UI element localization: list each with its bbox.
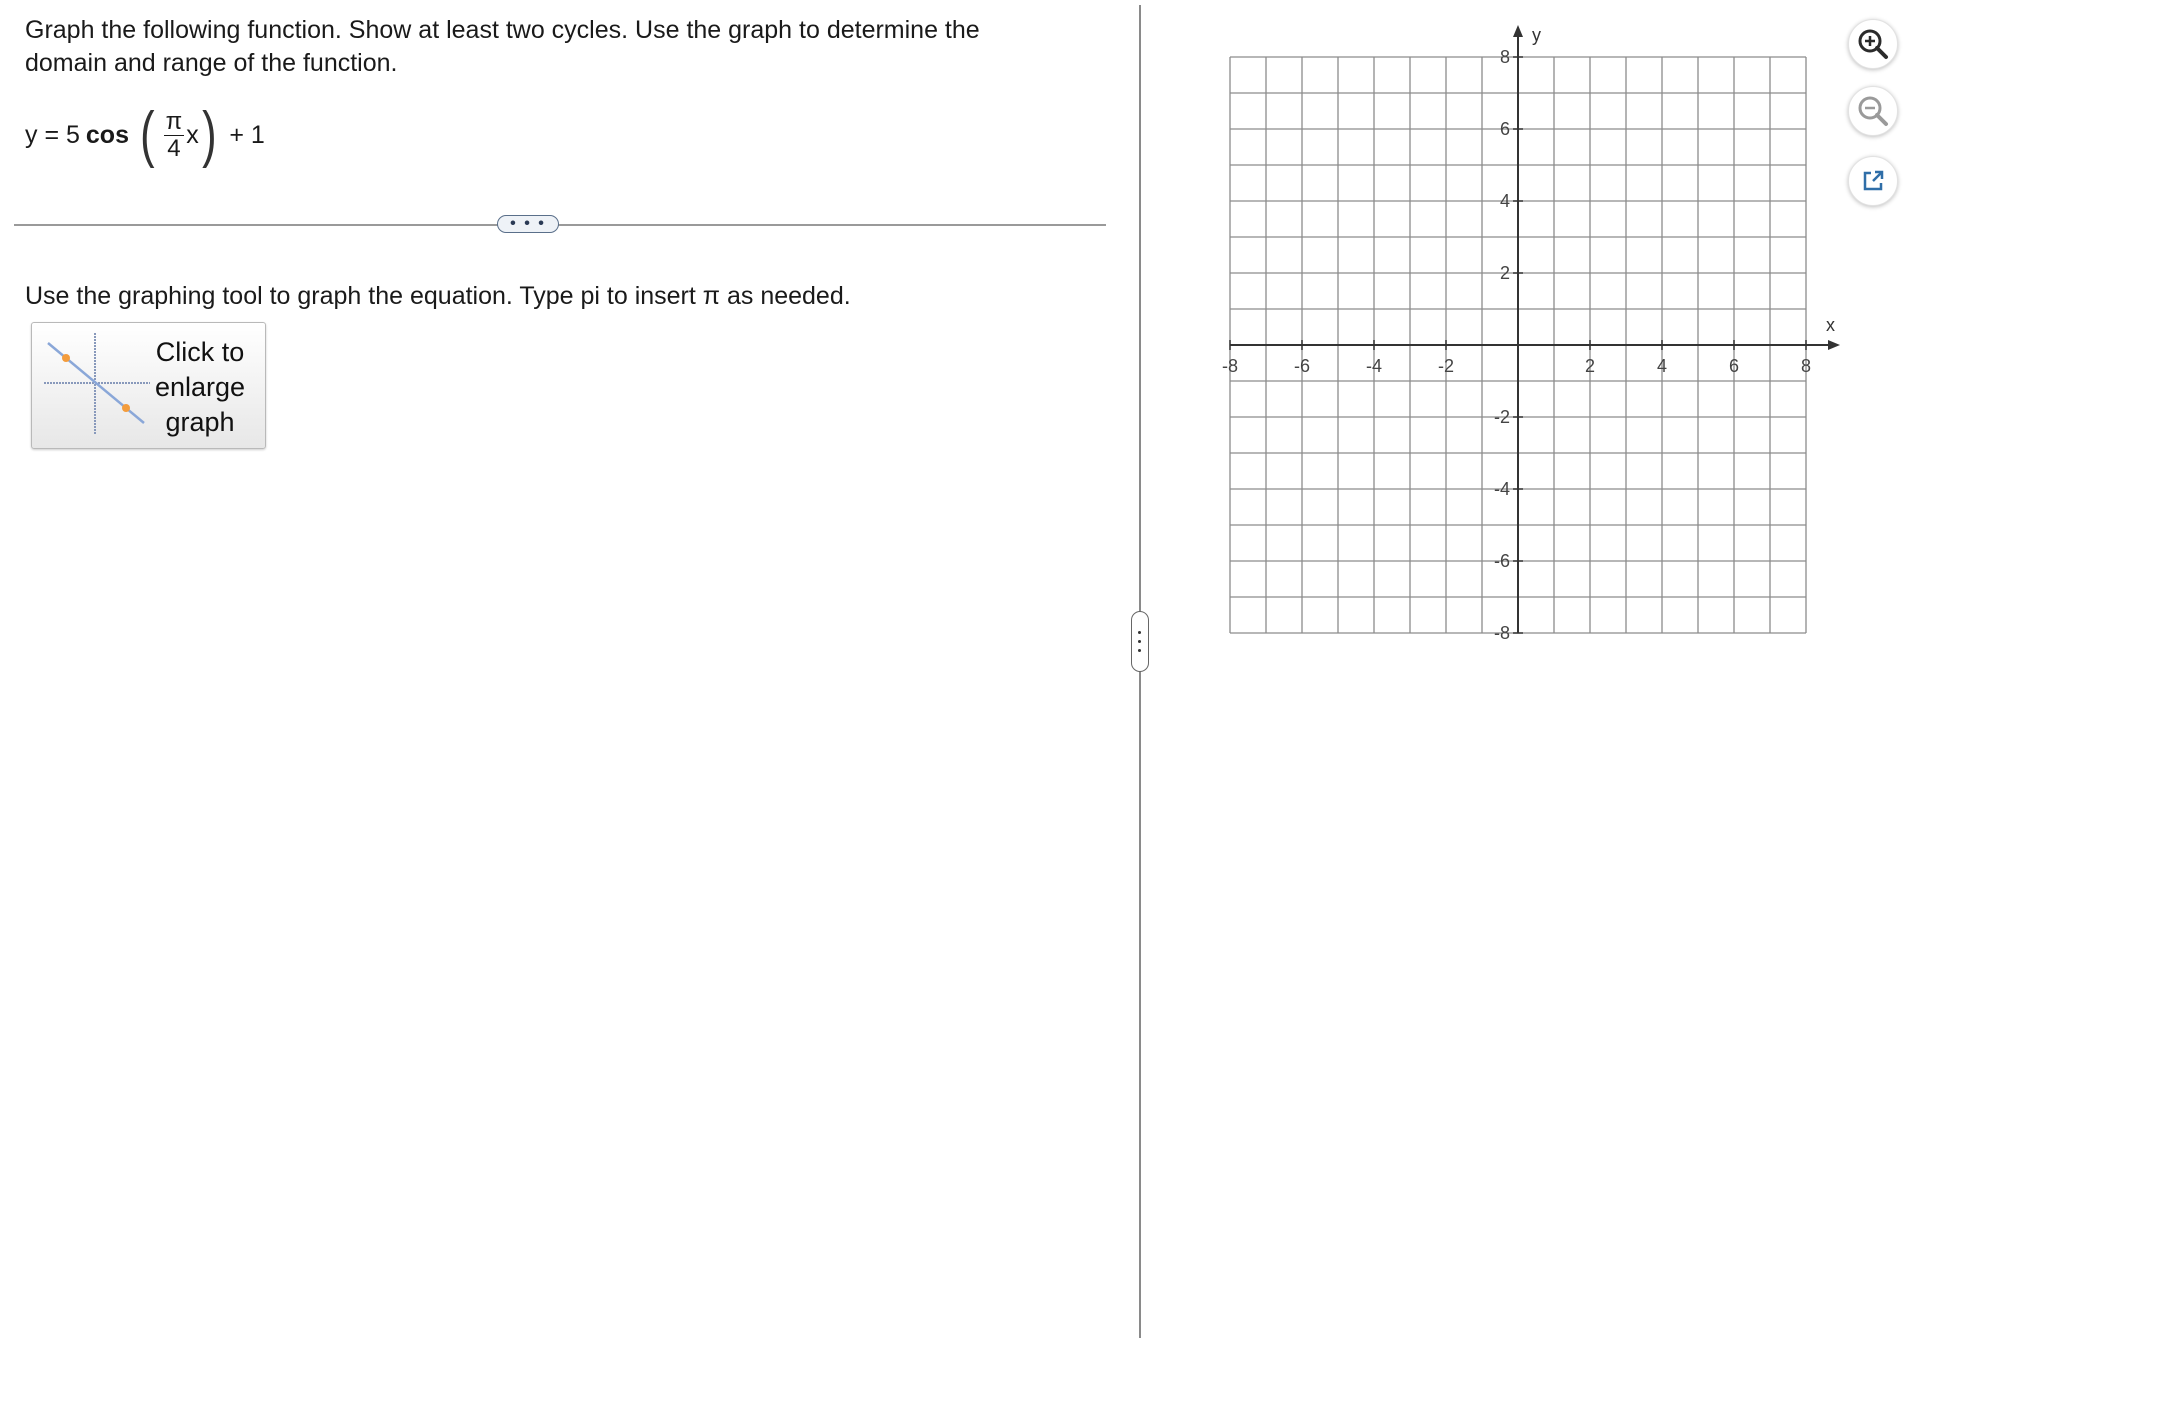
- equation-constant: + 1: [229, 120, 265, 149]
- x-tick-label: 4: [1656, 356, 1668, 376]
- y-tick-label: -2: [1493, 407, 1510, 427]
- zoom-out-button[interactable]: [1848, 86, 1898, 136]
- x-tick-label: -2: [1437, 356, 1455, 376]
- question-prompt: Graph the following function. Show at least two cycles. Use the graph to determine the domain and range of the function.: [25, 16, 980, 77]
- fraction-denominator: 4: [167, 134, 181, 162]
- y-tick-label: 8: [1499, 47, 1510, 67]
- y-axis-label: y: [1532, 25, 1541, 45]
- y-tick-label: -4: [1493, 479, 1510, 499]
- y-tick-label: 2: [1499, 263, 1510, 283]
- zoom-in-icon: [1856, 27, 1890, 61]
- section-divider: [14, 224, 1106, 226]
- zoom-in-button[interactable]: [1848, 19, 1898, 69]
- x-tick-label: -8: [1221, 356, 1239, 376]
- enlarge-graph-label: Click to enlarge graph: [154, 337, 246, 437]
- x-tick-label: 6: [1728, 356, 1740, 376]
- enlarge-graph-button[interactable]: [31, 322, 266, 449]
- graphing-instruction: Use the graphing tool to graph the equation. Type pi to insert π as needed.: [25, 282, 851, 310]
- equation-fraction: [164, 109, 185, 162]
- y-tick-label: 6: [1499, 119, 1510, 139]
- graph-thumbnail-icon: [44, 333, 150, 435]
- more-button[interactable]: • • •: [497, 215, 559, 233]
- y-tick-label: -8: [1493, 623, 1510, 643]
- x-axis-arrow-icon: [1828, 340, 1840, 350]
- y-axis-arrow-icon: [1513, 25, 1523, 37]
- equation-variable: x: [186, 120, 199, 149]
- equation-function: cos: [85, 120, 129, 149]
- equation: [25, 95, 265, 175]
- y-tick-label: -6: [1493, 551, 1510, 571]
- x-tick-label: -6: [1293, 356, 1311, 376]
- pane-resize-handle[interactable]: [1131, 611, 1149, 672]
- equation-lhs: y = 5: [25, 120, 80, 149]
- x-tick-label: 2: [1584, 356, 1596, 376]
- graph-canvas[interactable]: [1200, 15, 1860, 665]
- left-paren-icon: (: [140, 100, 155, 169]
- y-tick-label: 4: [1499, 191, 1510, 211]
- fraction-numerator: π: [165, 107, 183, 135]
- x-tick-label: -4: [1365, 356, 1383, 376]
- popout-button[interactable]: [1848, 156, 1898, 206]
- right-paren-icon: ): [201, 100, 217, 169]
- x-axis-label: x: [1826, 315, 1835, 335]
- x-tick-label: 8: [1800, 356, 1812, 376]
- popout-icon: [1858, 166, 1888, 196]
- zoom-out-icon: [1856, 94, 1890, 128]
